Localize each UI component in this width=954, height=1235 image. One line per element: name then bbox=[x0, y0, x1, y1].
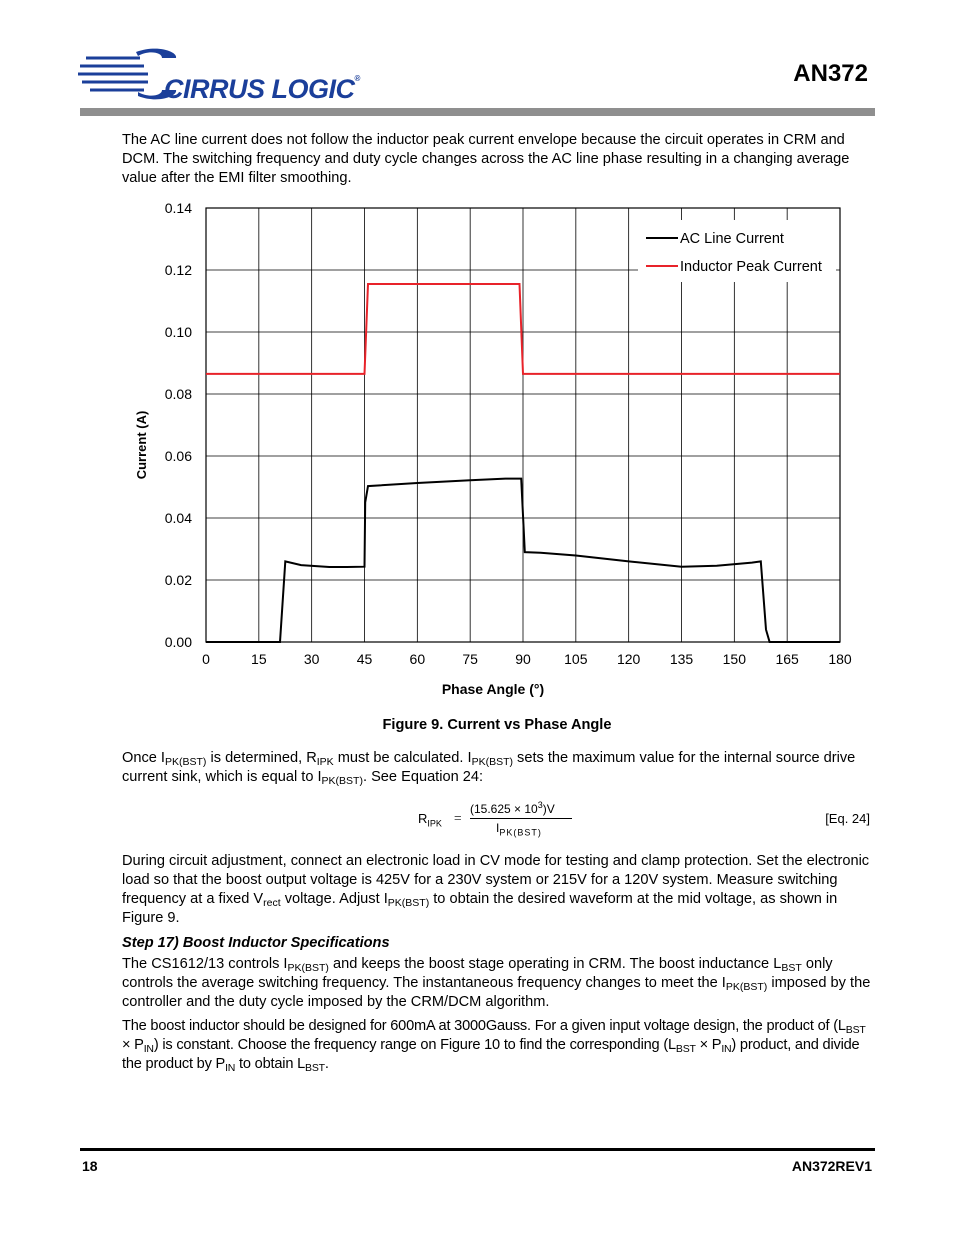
y-tick-label: 0.14 bbox=[164, 200, 192, 216]
paragraph-circuit-adjustment: During circuit adjustment, connect an electronic load in CV mode for testing and clamp protection. Set the electronic load so that the boost output voltage is 425V for a 230V system or 215V for a 120V system. Measure switching frequency at a fixed $V_{rect}$ voltage. Adjust $I_{PK(BST)}$ to obtain the desired waveform at the mid voltage, as shown in Figure 9. bbox=[122, 853, 870, 926]
y-tick-label: 0.12 bbox=[164, 262, 192, 278]
x-tick-label: 15 bbox=[251, 651, 267, 667]
current-vs-phase-chart bbox=[120, 195, 860, 705]
document-id: AN372 bbox=[793, 60, 868, 87]
page-number: 18 bbox=[82, 1158, 98, 1174]
y-tick-label: 0.08 bbox=[164, 386, 192, 402]
equation-24 bbox=[418, 800, 618, 840]
chart-svg bbox=[120, 195, 860, 705]
x-tick-label: 75 bbox=[462, 651, 478, 667]
y-tick-label: 0.04 bbox=[164, 510, 192, 526]
equation-denominator: $I_{PK(BST)}$ bbox=[496, 821, 542, 838]
y-tick-label: 0.02 bbox=[164, 572, 192, 588]
x-tick-label: 150 bbox=[722, 651, 747, 667]
y-tick-label: 0.00 bbox=[164, 634, 192, 650]
y-axis-label: Current (A) bbox=[134, 410, 149, 480]
footer-rule bbox=[80, 1148, 875, 1151]
x-tick-label: 135 bbox=[669, 651, 694, 667]
x-tick-label: 165 bbox=[775, 651, 799, 667]
x-tick-label: 30 bbox=[303, 651, 320, 667]
equation-equals: = bbox=[454, 810, 462, 825]
y-tick-label: 0.10 bbox=[164, 324, 192, 340]
x-tick-label: 90 bbox=[515, 651, 531, 667]
paragraph-ripk: Once $I_{PK(BST)}$ is determined, $R_{IPK}$ must be calculated. $I_{PK(BST)}$ sets the maximum value for the internal source drive current sink, which is equal to $I_{PK(BST)}$. See Equation 24: bbox=[122, 750, 856, 787]
x-tick-label: 0 bbox=[202, 651, 210, 667]
logo-wordmark: CIRRUS LOGIC® bbox=[164, 74, 360, 104]
x-tick-label: 45 bbox=[356, 651, 373, 667]
y-tick-label: 0.06 bbox=[164, 448, 192, 464]
x-tick-label: 180 bbox=[828, 651, 852, 667]
cirrus-logic-logo bbox=[78, 44, 368, 106]
x-axis-label: Phase Angle (°) bbox=[441, 681, 545, 697]
fraction-bar bbox=[470, 818, 572, 819]
figure-caption: Figure 9. Current vs Phase Angle bbox=[382, 717, 612, 733]
equation-lhs: $R_{IPK}$ bbox=[418, 811, 442, 829]
header-rule bbox=[80, 108, 875, 116]
paragraph-boost-inductor: The boost inductor should be designed for 600mA at 3000Gauss. For a given input voltage design, the product of $(L_{BST} \times P_{IN})$ is constant. Choose the frequency range on Figure 10 to find the corresponding $(L_{BST} \times P_{IN})$ product, and divide the product by $P_{IN}$ to obtain $L_{BST}$. bbox=[122, 1018, 866, 1074]
document-revision: AN372REV1 bbox=[791, 1158, 872, 1174]
paragraph-boost-control: The CS1612/13 controls $I_{PK(BST)}$ and keeps the boost stage operating in CRM. The boost inductance $L_{BST}$ only controls the average switching frequency. The instantaneous frequency changes to meet the $I_{PK(BST)}$ imposed by the controller and the duty cycle imposed by the CRM/DCM algorithm. bbox=[122, 956, 871, 1010]
legend-label: Inductor Peak Current bbox=[680, 259, 822, 275]
x-tick-label: 60 bbox=[409, 651, 426, 667]
step-17-heading: Step 17) Boost Inductor Specifications bbox=[122, 935, 390, 951]
x-tick-label: 105 bbox=[564, 651, 588, 667]
x-tick-label: 120 bbox=[616, 651, 641, 667]
legend-label: AC Line Current bbox=[680, 231, 784, 247]
equation-tag: [Eq. 24] bbox=[825, 811, 870, 826]
intro-paragraph: The AC line current does not follow the inductor peak current envelope because the circuit operates in CRM and DCM. The switching frequency and duty cycle changes across the AC line phase resulting in a changing average value after the EMI filter smoothing. bbox=[122, 132, 850, 186]
equation-numerator: $(15.625 \times 10^3)V$ bbox=[470, 800, 555, 816]
